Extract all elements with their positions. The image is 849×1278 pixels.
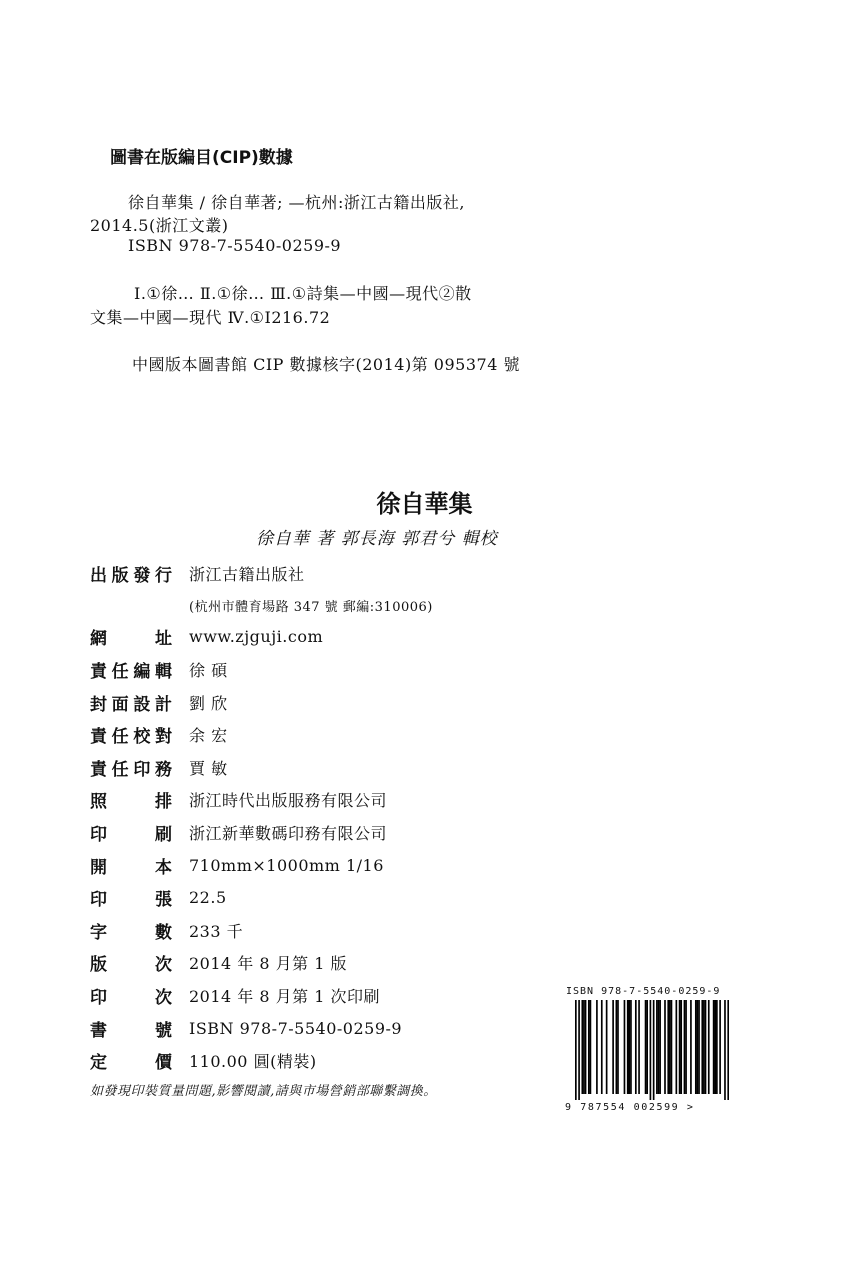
cip-line: 文集—中國—現代 Ⅳ.①I216.72: [90, 308, 331, 327]
spec-label-char: 責: [90, 661, 107, 682]
spec-label-char: 任: [111, 727, 129, 748]
barcode-bar: [664, 1000, 666, 1094]
spec-label: [90, 755, 172, 780]
barcode-bar: [667, 1000, 669, 1094]
barcode-isbn-text: ISBN 978-7-5540-0259-9: [566, 986, 721, 997]
spec-label: [90, 820, 172, 845]
barcode-bar: [698, 1000, 700, 1094]
spec-label: [90, 1048, 172, 1073]
barcode-bar: [646, 1000, 648, 1094]
spec-row: [90, 718, 610, 751]
spec-label-char: 行: [154, 565, 172, 586]
barcode-bar: [650, 1000, 652, 1100]
spec-value: 浙江時代出版服務有限公司: [189, 791, 388, 811]
spec-label: [90, 657, 172, 682]
spec-row: [90, 751, 610, 784]
barcode-bar: [714, 1000, 716, 1094]
cip-line: 徐自華集 / 徐自華著; —杭州:浙江古籍出版社,: [128, 193, 466, 212]
spec-value: ISBN 978-7-5540-0259-9: [189, 1018, 403, 1038]
spec-row: [90, 816, 610, 849]
spec-label-char: 面: [111, 694, 129, 715]
cip-heading: 圖書在版編目(CIP)數據: [110, 148, 293, 168]
spec-label-char: 輯: [154, 661, 172, 682]
spec-value: 浙江新華數碼印務有限公司: [189, 823, 388, 843]
spec-value: 賈 敏: [189, 758, 228, 778]
spec-label-char: 照: [90, 792, 107, 813]
spec-label-char: 任: [111, 759, 129, 780]
spec-label-char: 務: [154, 759, 172, 780]
spec-label-char: 編: [133, 661, 151, 682]
spec-label-char: 址: [155, 629, 172, 650]
spec-row: [90, 979, 610, 1012]
barcode-bar: [638, 1000, 640, 1094]
spec-label-char: 版: [111, 565, 129, 586]
spec-row: [90, 653, 610, 686]
barcode-bar: [645, 1000, 647, 1094]
barcode-bar: [713, 1000, 715, 1094]
barcode-bar: [616, 1000, 618, 1094]
barcode-bar: [708, 1000, 710, 1094]
spec-label-char: 網: [90, 629, 107, 650]
spec-row: [90, 784, 610, 817]
spec-label-char: 定: [90, 1053, 107, 1074]
barcode-bar: [685, 1000, 687, 1094]
spec-label: [90, 561, 172, 586]
spec-label-char: 開: [90, 857, 107, 878]
barcode-bar: [697, 1000, 699, 1094]
spec-label-char: 校: [133, 727, 151, 748]
spec-label-char: 出: [90, 565, 107, 586]
barcode-bar: [628, 1000, 630, 1094]
barcode-bar: [684, 1000, 686, 1094]
cip-line: 中國版本圖書館 CIP 數據核字(2014)第 095374 號: [132, 355, 520, 374]
spec-value: 22.5: [189, 888, 227, 908]
spec-label: [90, 722, 172, 747]
barcode-bar: [669, 1000, 671, 1094]
spec-row: [90, 590, 610, 621]
spec-value: (杭州市體育場路 347 號 郵編:310006): [189, 599, 433, 615]
spec-label-char: 責: [90, 759, 107, 780]
spec-value: www.zjguji.com: [189, 627, 324, 647]
spec-label-char: 印: [90, 824, 107, 845]
spec-label-char: 計: [154, 694, 172, 715]
colophon-specs: [90, 557, 610, 1077]
barcode-bar: [624, 1000, 626, 1094]
barcode-bar: [680, 1000, 682, 1094]
spec-label: [90, 983, 172, 1008]
barcode-bar: [585, 1000, 587, 1094]
spec-label-char: 次: [155, 955, 172, 976]
barcode-bar: [581, 1000, 583, 1094]
spec-label-char: 次: [155, 987, 172, 1008]
spec-label-char: 張: [155, 890, 172, 911]
spec-label-char: 書: [90, 1020, 107, 1041]
barcode-icon: [575, 1000, 729, 1100]
spec-value: 710mm×1000mm 1/16: [189, 855, 384, 875]
spec-label-char: 印: [90, 890, 107, 911]
barcode-bar: [596, 1000, 598, 1094]
spec-row: [90, 881, 610, 914]
spec-label-char: 字: [90, 922, 107, 943]
barcode-bar: [719, 1000, 721, 1094]
barcode-bar: [601, 1000, 603, 1094]
barcode-bar: [606, 1000, 608, 1094]
spec-row: [90, 1012, 610, 1045]
spec-label-char: 任: [111, 661, 129, 682]
cip-line: 2014.5(浙江文叢): [90, 216, 229, 235]
barcode-bar: [590, 1000, 592, 1094]
barcode-bar: [695, 1000, 697, 1094]
barcode-bar: [656, 1000, 658, 1094]
barcode-bar: [658, 1000, 660, 1094]
barcode-bar: [578, 1000, 580, 1100]
barcode-bar: [727, 1000, 729, 1100]
spec-value: 浙江古籍出版社: [189, 564, 305, 584]
spec-row: [90, 557, 610, 590]
spec-label-char: 價: [155, 1053, 172, 1074]
spec-label-char: 號: [155, 1020, 172, 1041]
spec-label-char: 封: [90, 694, 107, 715]
book-credits: 徐自華 著 郭長海 郭君兮 輯校: [256, 529, 498, 549]
barcode-bar: [653, 1000, 655, 1100]
barcode-bar: [630, 1000, 632, 1094]
spec-value: 2014 年 8 月第 1 版: [189, 954, 348, 974]
spec-row: [90, 1044, 610, 1077]
cip-line: ISBN 978-7-5540-0259-9: [128, 236, 342, 255]
spec-label-char: 版: [90, 955, 107, 976]
barcode-bar: [676, 1000, 678, 1094]
spec-value: 余 宏: [189, 726, 228, 746]
barcode-bar: [690, 1000, 692, 1094]
spec-label: [90, 918, 172, 943]
barcode-bar: [705, 1000, 707, 1094]
spec-value: 110.00 圓(精裝): [189, 1052, 317, 1072]
barcode-digits: 9 787554 002599 >: [565, 1102, 695, 1113]
spec-label-char: 責: [90, 727, 107, 748]
spec-label-char: 刷: [155, 824, 172, 845]
barcode-bar: [583, 1000, 585, 1094]
quality-notice: 如發現印裝質量問題,影響閱讀,請與市場營銷部聯繫調換。: [90, 1084, 437, 1099]
spec-label-char: 本: [155, 857, 172, 878]
cip-line: Ⅰ.①徐… Ⅱ.①徐… Ⅲ.①詩集—中國—現代②散: [134, 284, 472, 303]
spec-value: 2014 年 8 月第 1 次印刷: [189, 986, 381, 1006]
spec-label: [90, 950, 172, 975]
spec-label-char: 設: [133, 694, 151, 715]
barcode-bar: [671, 1000, 673, 1094]
spec-label-char: 排: [155, 792, 172, 813]
spec-row: [90, 849, 610, 882]
barcode-bar: [635, 1000, 637, 1094]
spec-label: [90, 853, 172, 878]
spec-value: 233 千: [189, 921, 244, 941]
spec-label-char: 印: [90, 987, 107, 1008]
spec-label: [90, 624, 172, 649]
spec-label-char: 數: [155, 922, 172, 943]
spec-row: [90, 621, 610, 654]
book-title: 徐自華集: [376, 490, 473, 518]
spec-row: [90, 914, 610, 947]
spec-row: [90, 686, 610, 719]
spec-row: [90, 947, 610, 980]
barcode-bar: [659, 1000, 661, 1094]
spec-label: [90, 690, 172, 715]
spec-value: 劉 欣: [189, 693, 228, 713]
barcode-bar: [701, 1000, 703, 1094]
barcode-bar: [703, 1000, 705, 1094]
spec-label-char: 印: [133, 759, 151, 780]
spec-label: [90, 1016, 172, 1041]
barcode-bar: [724, 1000, 726, 1100]
spec-label-char: 發: [133, 565, 151, 586]
barcode-bar: [588, 1000, 590, 1094]
spec-label: [90, 885, 172, 910]
barcode-bar: [679, 1000, 681, 1094]
barcode-bar: [627, 1000, 629, 1094]
spec-label-char: 對: [154, 727, 172, 748]
barcode-bar: [617, 1000, 619, 1094]
barcode-bar: [575, 1000, 577, 1100]
spec-value: 徐 碩: [189, 660, 228, 680]
barcode-bar: [612, 1000, 614, 1094]
spec-label: [90, 787, 172, 812]
barcode-bar: [716, 1000, 718, 1094]
